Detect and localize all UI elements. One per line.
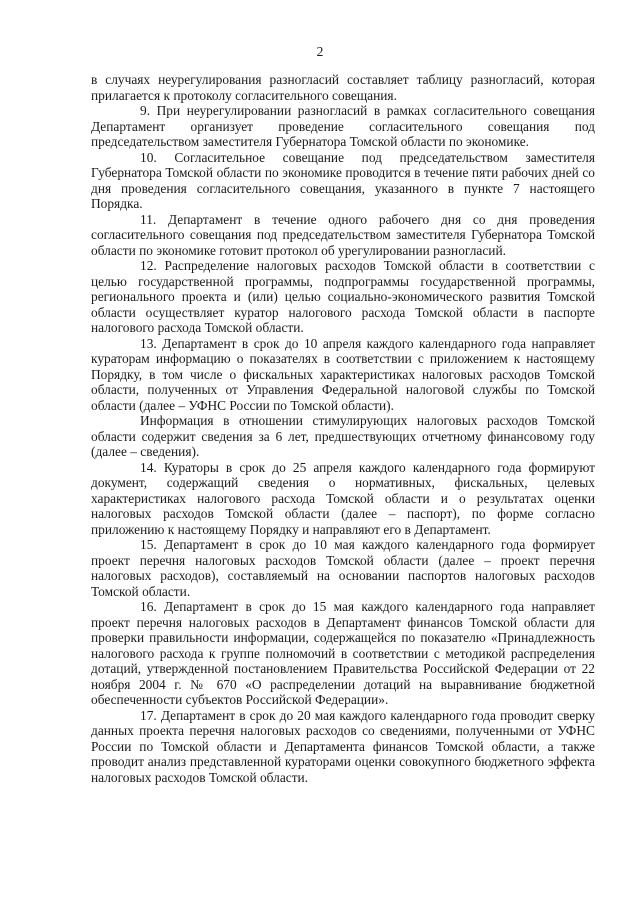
paragraph-item-14: 14. Кураторы в срок до 25 апреля каждого календарного года формируют документ, содержащий сведения о нормативных, фискальных, целевых характеристиках налогового расхода Томской области и о результатах оценки налоговых расходов Томской области (далее – паспорт), по форме согласно приложению к настоящему Порядку и направляют его в Департамент. bbox=[91, 459, 595, 537]
paragraph-item-13-info: Информация в отношении стимулирующих налоговых расходов Томской области содержит сведения за 6 лет, предшествующих отчетному финансовому году (далее – сведения). bbox=[91, 413, 595, 459]
paragraph-item-13: 13. Департамент в срок до 10 апреля каждого календарного года направляет кураторам информацию о показателях в соответствии с приложением к настоящему Порядку, в том числе о фискальных характеристиках налоговых расходов Томской области, полученных от Управления Федеральной налоговой службы по Томской области (далее – УФНС России по Томской области). bbox=[91, 335, 595, 413]
paragraph-item-10: 10. Согласительное совещание под председательством заместителя Губернатора Томской области по экономике проводится в течение пяти рабочих дней со дня проведения согласительного совещания, указанного в пункте 7 настоящего Порядка. bbox=[91, 149, 595, 211]
paragraph-item-11: 11. Департамент в течение одного рабочего дня со дня проведения согласительного совещания под председательством заместителя Губернатора Томской области по экономике готовит протокол об урегулировании разногласий. bbox=[91, 211, 595, 258]
document-body bbox=[91, 72, 595, 785]
paragraph-item-17: 17. Департамент в срок до 20 мая каждого календарного года проводит сверку данных проекта перечня налоговых расходов со сведениями, полученными от УФНС России по Томской области и Департамента финансов Томской области, а также проводит анализ представленной кураторами оценки совокупного бюджетного эффекта налоговых расходов Томской области. bbox=[91, 707, 595, 785]
paragraph-continuation: в случаях неурегулирования разногласий составляет таблицу разногласий, которая прилагается к протоколу согласительного совещания. bbox=[91, 72, 595, 103]
paragraph-item-12: 12. Распределение налоговых расходов Томской области в соответствии с целью государственной программы, подпрограммы государственной программы, регионального проекта и (или) целью социально-экономического развития Томской области осуществляет куратор налогового расхода Томской области в паспорте налогового расхода Томской области. bbox=[91, 258, 595, 335]
paragraph-item-15: 15. Департамент в срок до 10 мая каждого календарного года формирует проект перечня налоговых расходов Томской области (далее – проект перечня налоговых расходов), составляемый на основании паспортов налоговых расходов Томской области. bbox=[91, 537, 595, 599]
paragraph-item-16: 16. Департамент в срок до 15 мая каждого календарного года направляет проект перечня налоговых расходов в Департамент финансов Томской области для проверки правильности информации, содержащейся по показателю «Принадлежность налогового расхода к группе полномочий в соответствии с методикой распределения дотаций, утвержденной постановлением Правительства Российской Федерации от 22 ноября 2004 г. № 670 «О распределении дотаций на выравнивание бюджетной обеспеченности субъектов Российской Федерации». bbox=[91, 599, 595, 707]
paragraph-item-9: 9. При неурегулировании разногласий в рамках согласительного совещания Департамент организует проведение согласительного совещания под председательством заместителя Губернатора Томской области по экономике. bbox=[91, 103, 595, 149]
page-number: 2 bbox=[316, 44, 324, 59]
